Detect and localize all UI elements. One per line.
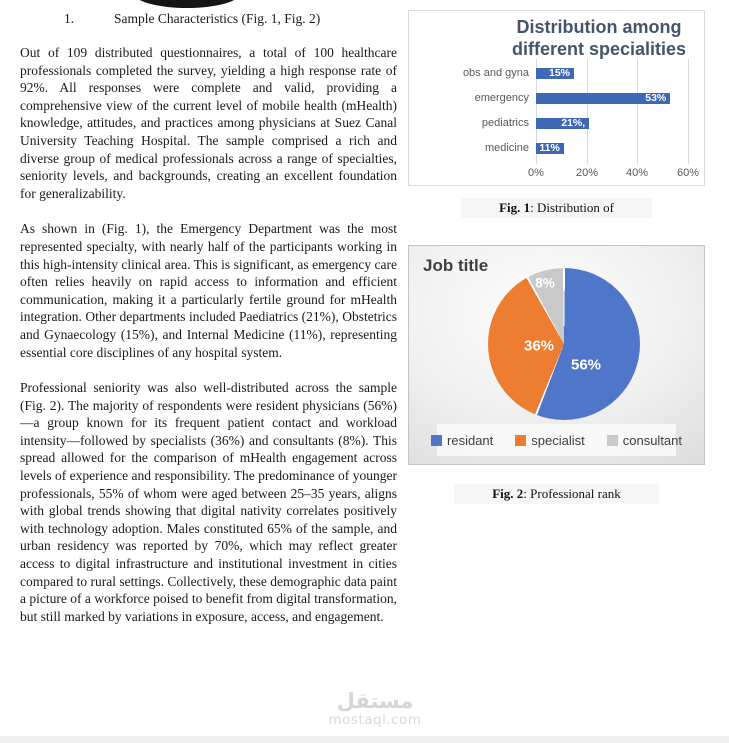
section-heading [64,11,397,27]
x-axis-tick: 0% [528,167,544,179]
x-axis-tick: 60% [676,167,700,179]
gridline [637,59,638,164]
figure-caption-text: : Distribution of [530,200,614,215]
x-axis-tick: 20% [575,167,599,179]
watermark-arabic-logo: مستقل [336,689,414,713]
pie-chart-title: Job title [423,256,489,275]
legend-item [607,433,682,448]
figure-1-caption [408,198,705,218]
bar: 21%, [536,118,589,129]
bottom-band [0,736,729,743]
watermark [316,690,434,728]
pie-slice-label: 8% [535,275,555,291]
category-label: pediatrics [481,117,529,129]
x-axis-tick: 40% [625,167,649,179]
figure-label: Fig. 2 [492,486,524,501]
figure-label: Fig. 1 [499,200,531,215]
bar: 53% [536,93,670,104]
text-column [20,0,397,625]
legend-label: residant [447,432,494,448]
section-number: 1. [64,11,75,26]
legend-item [431,433,493,448]
figure-2-caption [408,484,705,504]
pie-slice-label: 56% [570,356,602,374]
pie-slice-label: 36% [523,337,555,355]
pie-graphic [488,268,640,420]
bar: 11% [536,143,564,154]
category-label: medicine [484,142,529,154]
watermark-domain: mostaql.com [328,712,422,728]
legend-swatch [431,435,442,446]
legend-swatch [607,435,618,446]
body-paragraph: As shown in (Fig. 1), the Emergency Department was the most represented specialty, with nearly half of the participants working in this high-intensity clinical area. This is significant, as emergency care often relies heavily on rapid access to information and efficient communication, making it a particularly fertile ground for mHealth integration. Other departments included Paediatrics (21%), Obstetrics and Gynaecology (15%), and Internal Medicine (11%), representing essential core disciplines of any hospital system. [20,221,397,360]
body-paragraph: Out of 109 distributed questionnaires, a total of 100 healthcare professionals completed the survey, yielding a high response rate of 92%. All responses were complete and valid, providing a comprehensive view of the current level of mobile health (mHealth) knowledge, attitudes, and practices among physicians at Suez Canal University Teaching Hospital. The sample comprised a rich and diverse group of medical professionals across a range of specialties, seniority levels, and backgrounds, creating an excellent foundation for generalizability. [20,45,397,201]
gridline [688,59,689,164]
bar-chart-figure [408,10,705,186]
bar-chart-title: Distribution among different specialities [511,17,687,59]
legend-label: consultant [622,432,682,448]
legend-swatch [515,435,526,446]
legend-item [515,433,584,448]
legend-label: specialist [531,432,585,448]
gridline [587,59,588,164]
bar: 15% [536,68,574,79]
category-label: obs and gyna [462,67,529,79]
pie-chart-figure [408,245,705,465]
pie-legend [437,424,682,456]
section-title: Sample Characteristics (Fig. 1, Fig. 2) [114,11,321,26]
body-paragraph: Professional seniority was also well-distributed across the sample (Fig. 2). The majority of respondents were resident physicians (56%)—a group known for its frequent patient contact and workload intensity—followed by specialists (36%) and consultants (8%). This spread allowed for the comparison of mHealth engagement across levels of experience and responsibility. The predominance of younger professionals, 55% of whom were aged between 25–35 years, aligns with global trends showing that digital nativity correlates positively with technology adoption. Males constituted 65% of the sample, and urban residency was reported by 70%, which may reflect greater access to digital infrastructure and institutional investment in cities compared to rural settings. Collectively, these demographic data paint a picture of a workforce poised to benefit from digital transformation, but still marked by variations in exposure, access, and engagement. [20,380,398,624]
figure-caption-text: : Professional rank [523,486,621,501]
category-label: emergency [474,92,529,104]
